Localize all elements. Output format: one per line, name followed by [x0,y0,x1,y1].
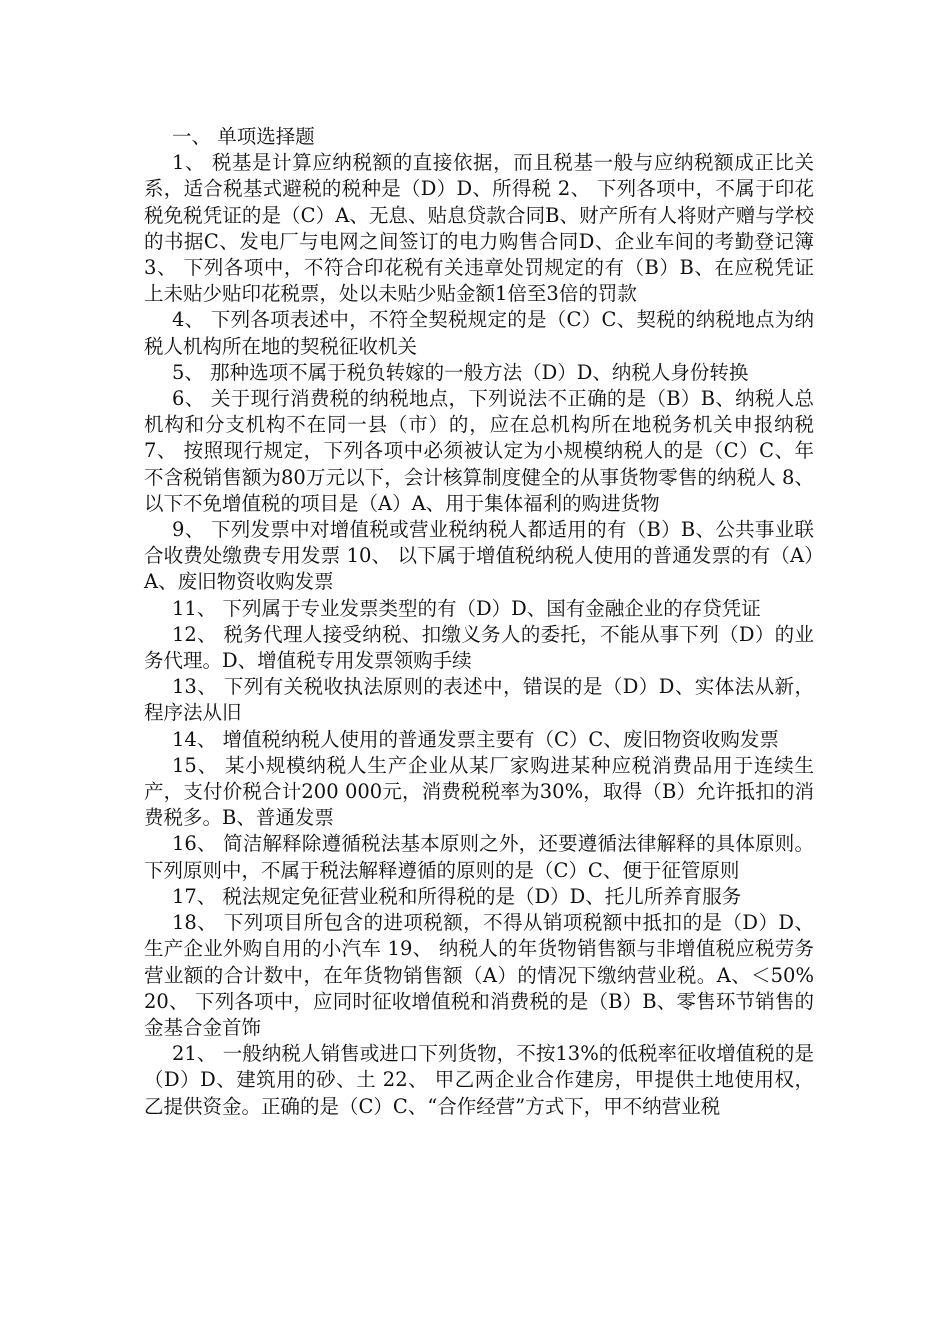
question-paragraph: 16、 简洁解释除遵循税法基本原则之外，还要遵循法律解释的具体原则。下列原则中，不属于税法解释遵循的原则的是（C）C、便于征管原则 [144,832,814,882]
question-paragraph: 18、 下列项目所包含的进项税额，不得从销项税额中抵扣的是（D）D、生产企业外购自用的小汽车 19、 纳税人的年货物销售额与非增值税应税劳务营业额的合计数中，在年货物销售额（A）的情况下缴纳营业税。A、＜50% 20、 下列各项中，应同时征收增值税和消费税的是（B）B、零售环节销售的金基合金首饰 [144,911,814,1039]
question-paragraph: 9、 下列发票中对增值税或营业税纳税人都适用的有（B）B、公共事业联合收费处缴费专用发票 10、 以下属于增值税纳税人使用的普通发票的有（A）A、废旧物资收购发票 [144,518,814,594]
question-paragraph: 15、 某小规模纳税人生产企业从某厂家购进某种应税消费品用于连续生产，支付价税合计200 000元，消费税税率为30%，取得（B）允许抵扣的消费税多。B、普通发票 [144,753,814,830]
question-paragraph: 21、 一般纳税人销售或进口下列货物，不按13%的低税率征收增值税的是（D）D、建筑用的砂、土 22、 甲乙两企业合作建房，甲提供土地使用权，乙提供资金。正确的是（C）C、“合作经营”方式下，甲不纳营业税 [144,1042,814,1118]
question-paragraph: 6、 关于现行消费税的纳税地点，下列说法不正确的是（B）B、纳税人总机构和分支机构不在同一县（市）的，应在总机构所在地税务机关申报纳税 7、 按照现行规定，下列各项中必须被认定为小规模纳税人的是（C）C、年不含税销售额为80万元以下，会计核算制度健全的从事货物零售的纳税人 8、 以下不免增值税的项目是（A）A、用于集体福利的购进货物 [144,387,814,515]
question-paragraph: 1、 税基是计算应纳税额的直接依据，而且税基一般与应纳税额成正比关系，适合税基式避税的税种是（D）D、所得税 2、 下列各项中，不属于印花税免税凭证的是（C）A、无息、贴息贷款合同B、财产所有人将财产赠与学校的书据C、发电厂与电网之间签订的电力购售合同D、企业车间的考勤登记簿 3、 下列各项中，不符合印花税有关违章处罚规定的有（B）B、在应税凭证上未贴少贴印花税票，处以未贴少贴金额1倍至3倍的罚款 [144,151,814,306]
question-paragraph: 5、 那种选项不属于税负转嫁的一般方法（D）D、纳税人身份转换 [172,360,749,384]
question-paragraph: 14、 增值税纳税人使用的普通发票主要有（C）C、废旧物资收购发票 [172,727,779,751]
question-paragraph: 4、 下列各项表述中，不符全契税规定的是（C）C、契税的纳税地点为纳税人机构所在地的契税征收机关 [144,308,814,358]
question-paragraph: 11、 下列属于专业发票类型的有（D）D、国有金融企业的存贷凭证 [172,596,761,620]
question-paragraph: 13、 下列有关税收执法原则的表述中，错误的是（D）D、实体法从新，程序法从旧 [144,675,814,725]
document-page [144,124,814,1120]
question-paragraph: 12、 税务代理人接受纳税、扣缴义务人的委托，不能从事下列（D）的业务代理。D、增值税专用发票领购手续 [144,622,814,673]
question-paragraph: 17、 税法规定免征营业税和所得税的是（D）D、托儿所养育服务 [172,884,742,908]
section-heading: 一、 单项选择题 [172,125,315,148]
